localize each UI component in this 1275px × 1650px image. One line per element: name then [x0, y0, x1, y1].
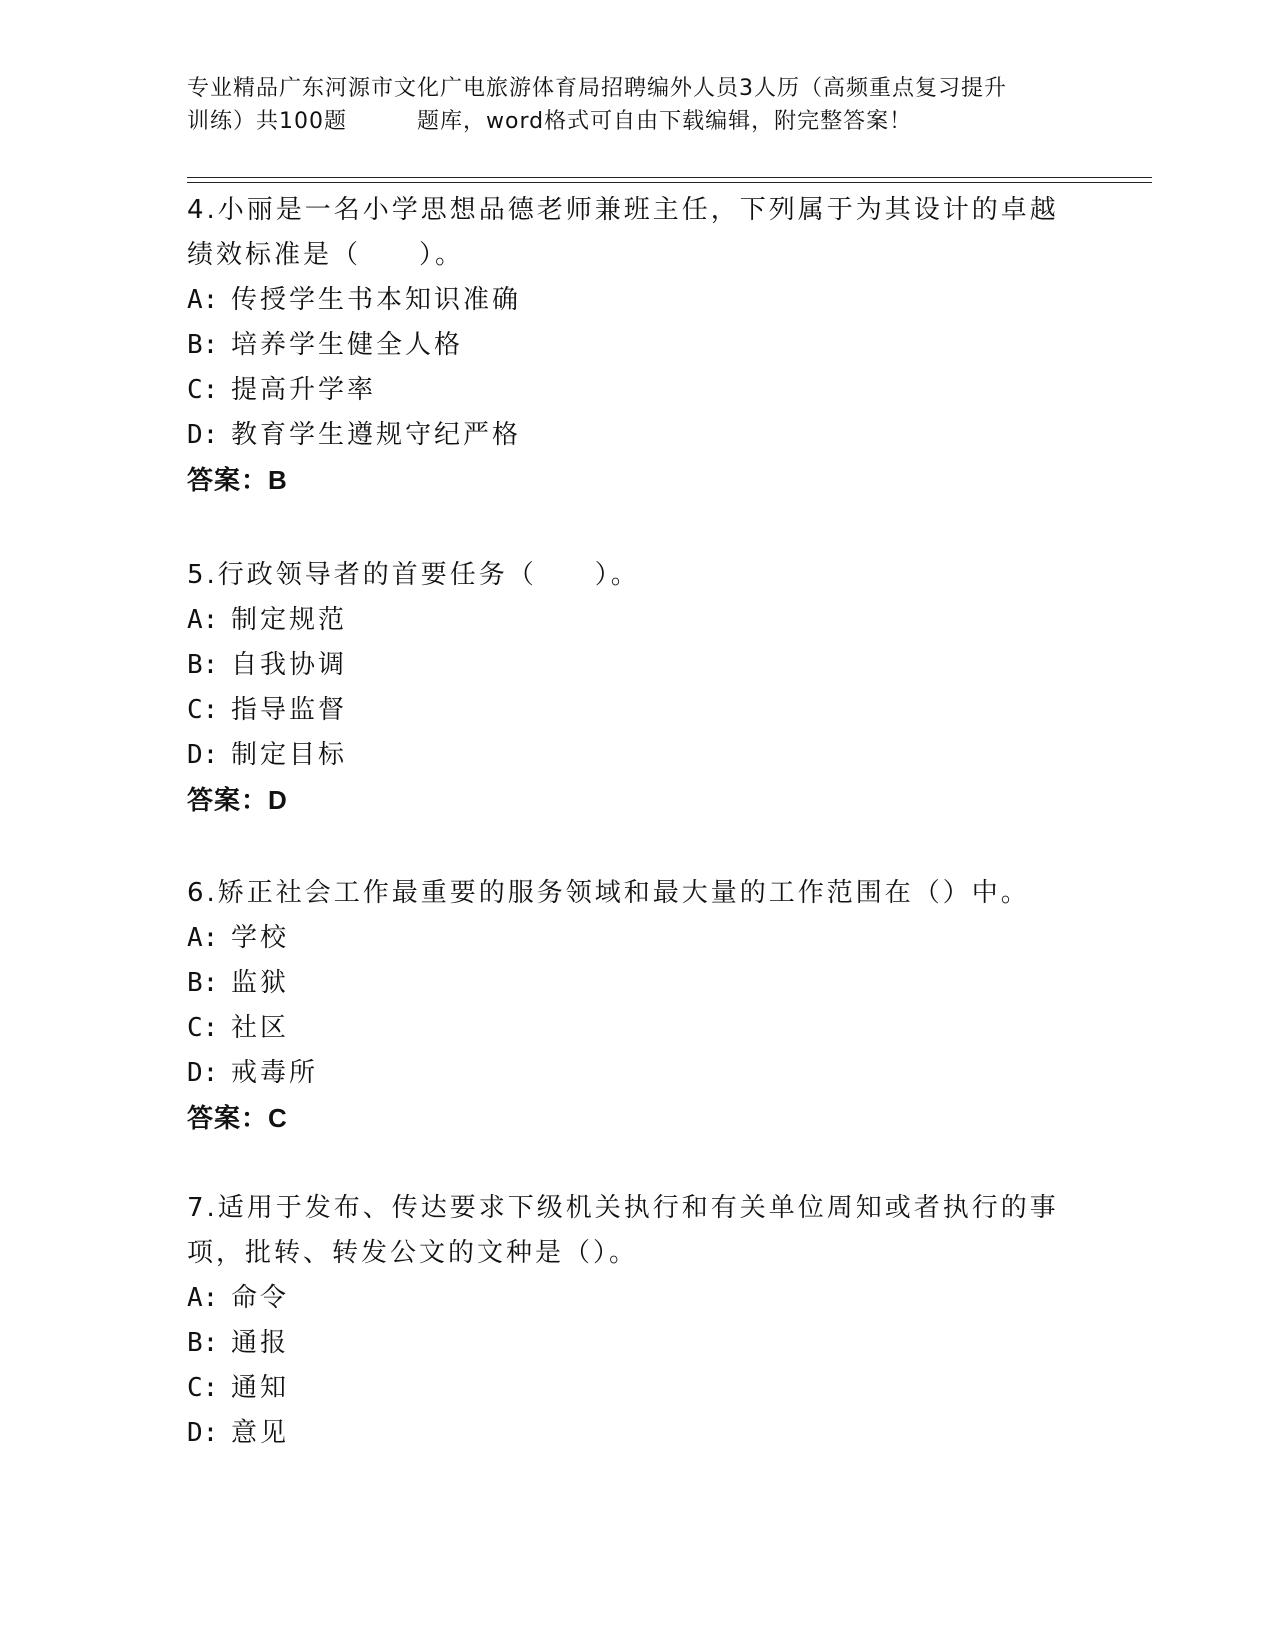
document-header	[187, 72, 1087, 138]
option-key: C:	[187, 1373, 219, 1403]
answer-line: 答案：D	[187, 785, 288, 815]
option-text: 社区	[231, 1013, 290, 1043]
header-title-line2	[187, 105, 1087, 138]
option-d	[187, 733, 1087, 778]
question-stem-line1: 6.矫正社会工作最重要的服务领域和最大量的工作范围在（）中。	[187, 878, 1030, 908]
option-text: 制定规范	[231, 605, 348, 635]
option-key: D:	[187, 1058, 219, 1088]
option-text: 通知	[231, 1373, 290, 1403]
option-d	[187, 1411, 1087, 1456]
option-key: B:	[187, 330, 219, 360]
option-a	[187, 278, 1087, 323]
question-stem-line1: 5.行政领导者的首要任务（ ）。	[187, 560, 640, 590]
option-c	[187, 1006, 1087, 1051]
option-key: B:	[187, 1328, 219, 1358]
option-a	[187, 1276, 1087, 1321]
option-key: A:	[187, 923, 219, 953]
option-key: A:	[187, 1283, 219, 1313]
option-text: 监狱	[231, 968, 290, 998]
option-text: 自我协调	[231, 650, 348, 680]
option-key: C:	[187, 695, 219, 725]
option-text: 制定目标	[231, 740, 348, 770]
option-text: 戒毒所	[231, 1058, 319, 1088]
header-divider-top	[187, 177, 1152, 178]
header-title-line2-part2: 题库，word格式可自由下载编辑，附完整答案！	[417, 109, 913, 134]
header-title-line2-part1: 训练）共100题	[187, 109, 347, 134]
header-divider-bottom	[187, 182, 1152, 183]
option-key: C:	[187, 375, 219, 405]
option-d	[187, 1051, 1087, 1096]
question-stem-line2: 绩效标准是（ ）。	[187, 240, 465, 270]
question-4	[187, 188, 1087, 503]
option-b	[187, 643, 1087, 688]
option-text: 指导监督	[231, 695, 348, 725]
question-stem-line2: 项，批转、转发公文的文种是（）。	[187, 1238, 639, 1268]
question-5	[187, 553, 1087, 823]
option-c	[187, 688, 1087, 733]
option-key: B:	[187, 650, 219, 680]
option-b	[187, 961, 1087, 1006]
option-key: D:	[187, 740, 219, 770]
option-b	[187, 323, 1087, 368]
option-text: 教育学生遵规守纪严格	[231, 420, 522, 450]
option-key: A:	[187, 605, 219, 635]
option-key: D:	[187, 1418, 219, 1448]
option-a	[187, 598, 1087, 643]
option-text: 培养学生健全人格	[231, 330, 464, 360]
option-text: 提高升学率	[231, 375, 377, 405]
option-key: C:	[187, 1013, 219, 1043]
option-text: 通报	[231, 1328, 290, 1358]
option-text: 意见	[231, 1418, 290, 1448]
option-key: D:	[187, 420, 219, 450]
option-d	[187, 413, 1087, 458]
option-a	[187, 916, 1087, 961]
option-key: A:	[187, 285, 219, 315]
option-text: 学校	[231, 923, 290, 953]
option-text: 命令	[231, 1283, 290, 1313]
option-b	[187, 1321, 1087, 1366]
option-text: 传授学生书本知识准确	[231, 285, 522, 315]
header-title-line1: 专业精品广东河源市文化广电旅游体育局招聘编外人员3人历（高频重点复习提升	[187, 76, 1007, 101]
question-7	[187, 1186, 1087, 1456]
question-stem-line1: 7.适用于发布、传达要求下级机关执行和有关单位周知或者执行的事	[187, 1193, 1059, 1223]
question-6	[187, 871, 1087, 1141]
answer-line: 答案：B	[187, 465, 288, 495]
answer-line: 答案：C	[187, 1103, 288, 1133]
question-stem-line1: 4.小丽是一名小学思想品德老师兼班主任，下列属于为其设计的卓越	[187, 195, 1059, 225]
option-c	[187, 1366, 1087, 1411]
option-c	[187, 368, 1087, 413]
option-key: B:	[187, 968, 219, 998]
